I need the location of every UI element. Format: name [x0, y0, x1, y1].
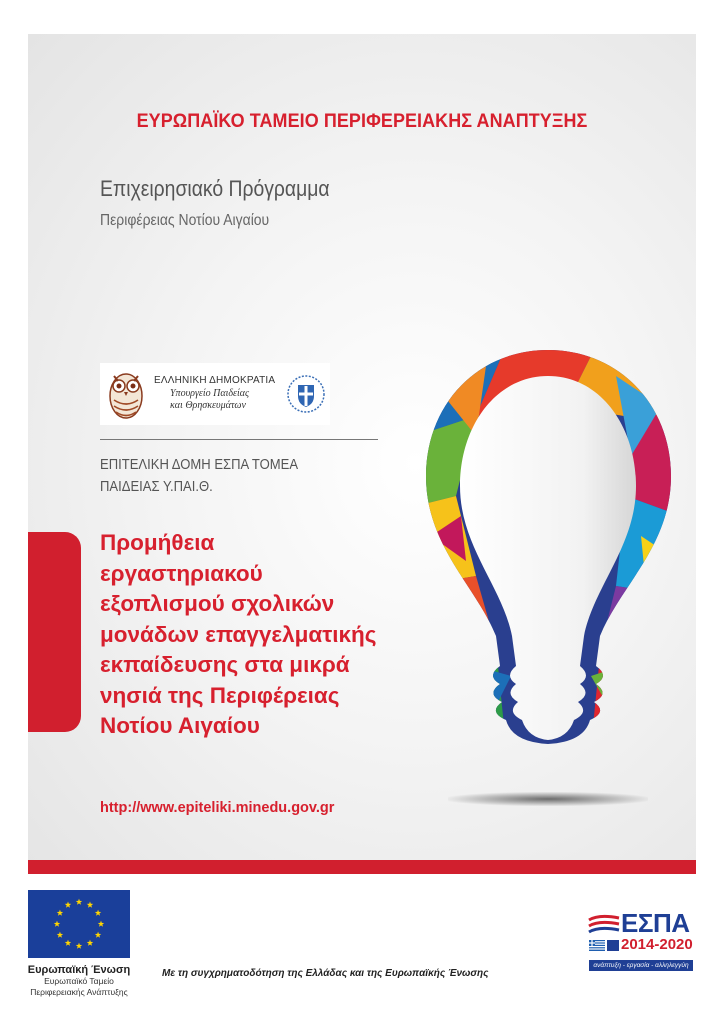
- espa-word: ΕΣΠΑ: [621, 908, 690, 938]
- eu-flag-icon: [28, 890, 130, 958]
- espa-logo: [585, 910, 695, 982]
- project-title-line: Προμήθεια: [100, 530, 215, 555]
- operational-programme-region: Περιφέρειας Νοτίου Αιγαίου: [100, 212, 270, 229]
- ministry-state-label: ΕΛΛΗΝΙΚΗ ΔΗΜΟΚΡΑΤΙΑ: [154, 375, 276, 387]
- project-title-line: Νοτίου Αιγαίου: [100, 713, 260, 738]
- project-title-line: εξοπλισμού σχολικών: [100, 591, 335, 616]
- ministry-name-line1: Υπουργείο Παιδείας: [170, 387, 250, 399]
- poster-panel: [28, 34, 696, 860]
- greek-flag-icon: [589, 940, 605, 951]
- eu-fund-line2: Περιφερειακής Ανάπτυξης: [30, 986, 128, 997]
- fund-heading: ΕΥΡΩΠΑΪΚΟ ΤΑΜΕΙΟ ΠΕΡΙΦΕΡΕΙΑΚΗΣ ΑΝΑΠΤΥΞΗΣ: [136, 110, 588, 132]
- cofinancing-statement: Με τη συγχρηματοδότηση της Ελλάδας και της Ευρωπαϊκής Ένωσης: [162, 968, 489, 979]
- project-title: [100, 528, 440, 742]
- eu-fund-line1: Ευρωπαϊκό Ταμείο: [44, 976, 114, 986]
- project-title-line: μονάδων επαγγελματικής: [100, 621, 377, 647]
- owl-logo-icon: [102, 364, 150, 424]
- executive-unit-line1: ΕΠΙΤΕΛΙΚΗ ΔΟΜΗ ΕΣΠΑ ΤΟΜΕΑ: [100, 457, 299, 473]
- operational-programme-title: Επιχειρησιακό Πρόγραμμα: [100, 176, 330, 201]
- espa-years: 2014-2020: [621, 936, 693, 953]
- eu-mini-flag-icon: [607, 940, 619, 951]
- espa-waves-icon: [587, 914, 621, 938]
- red-accent-tab: [28, 532, 81, 732]
- ministry-name-line2: και Θρησκευμάτων: [170, 400, 246, 412]
- mosaic-lightbulb-illustration: [416, 346, 681, 746]
- espa-tagline: ανάπτυξη - εργασία - αλληλεγγύη: [589, 960, 693, 971]
- footer-red-bar: [28, 860, 696, 874]
- eu-name: Ευρωπαϊκή Ένωση: [27, 964, 131, 976]
- executive-unit-line2: ΠΑΙΔΕΙΑΣ Υ.ΠΑΙ.Θ.: [100, 479, 213, 496]
- ministry-logo-block: [100, 363, 330, 425]
- divider-line: [100, 439, 378, 440]
- project-title-line: νησιά της Περιφέρειας: [100, 682, 340, 708]
- website-link[interactable]: http://www.epiteliki.minedu.gov.gr: [100, 800, 335, 816]
- greek-coat-of-arms-icon: [286, 374, 326, 414]
- bulb-shadow: [448, 792, 648, 806]
- executive-unit-label: [100, 454, 298, 499]
- project-title-line: εκπαίδευσης στα μικρά: [100, 652, 350, 677]
- eu-label: [16, 964, 142, 997]
- project-title-line: εργαστηριακού: [100, 560, 263, 586]
